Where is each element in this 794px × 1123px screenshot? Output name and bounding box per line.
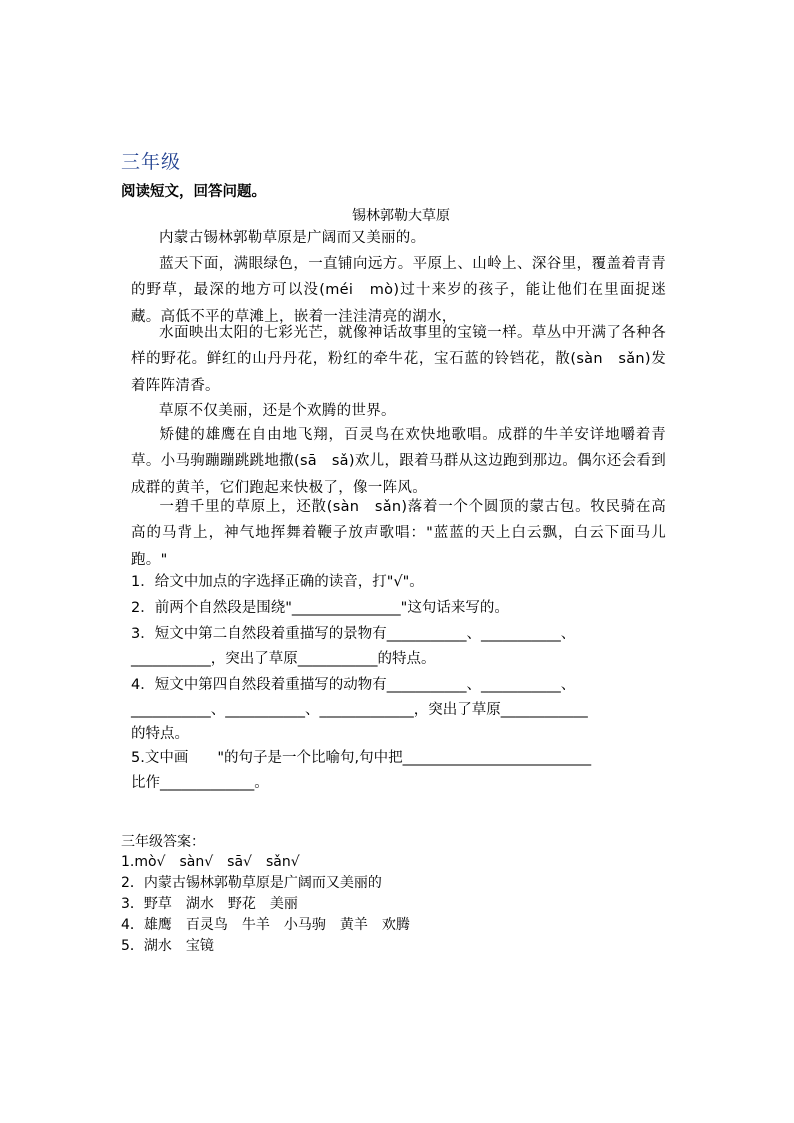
story-title: 锡林郭勒大草原 [352, 208, 450, 224]
answer-2: 2．内蒙古锡林郭勒草原是广阔而又美丽的 [121, 875, 382, 891]
answer-3: 3．野草 湖水 野花 美丽 [121, 896, 298, 912]
question-3-line-2: ___________，突出了草原___________的特点。 [131, 651, 436, 667]
answer-5: 5．湖水 宝镜 [121, 938, 214, 954]
paragraph-3: 水面映出太阳的七彩光芒，就像神话故事里的宝镜一样。草丛中开满了各种各样的野花。鲜红的山丹丹花，粉红的牵牛花，宝石蓝的铃铛花，散(sàn sǎn)发着阵阵清香。 [131, 325, 666, 394]
question-5-line-1: 5.文中画 "的句子是一个比喻句,句中把__________________________ [131, 750, 592, 766]
paragraph-2: 蓝天下面，满眼绿色，一直铺向远方。平原上、山岭上、深谷里，覆盖着青青的野草，最深的地方可以没(méi mò)过十来岁的孩子，能让他们在里面捉迷藏。高低不平的草滩上，嵌着一洼洼清亮的湖水， [131, 256, 666, 325]
question-3-line-1: 3．短文中第二自然段着重描写的景物有___________、___________、 [131, 626, 576, 642]
paragraph-6: 一碧千里的草原上，还散(sàn sǎn)落着一个个圆顶的蒙古包。牧民骑在高高的马背上，神气地挥舞着鞭子放声歌唱："蓝蓝的天上白云飘，白云下面马儿跑。" [131, 499, 666, 568]
paragraph-4: 草原不仅美丽，还是个欢腾的世界。 [159, 403, 396, 419]
answer-1: 1.mò√ sàn√ sā√ sǎn√ [121, 854, 300, 870]
answers-heading: 三年级答案： [121, 834, 205, 850]
grade-heading: 三年级 [121, 151, 182, 173]
question-4-line-3: 的特点。 [131, 726, 189, 742]
paragraph-1: 内蒙古锡林郭勒草原是广阔而又美丽的。 [159, 230, 426, 246]
question-2: 2．前两个自然段是围绕"_______________"这句话来写的。 [131, 600, 509, 616]
answer-4: 4．雄鹰 百灵鸟 牛羊 小马驹 黄羊 欢腾 [121, 917, 410, 933]
question-5-line-2: 比作_____________。 [131, 775, 269, 791]
question-4-line-1: 4．短文中第四自然段着重描写的动物有___________、___________、 [131, 677, 576, 693]
paragraph-5: 矫健的雄鹰在自由地飞翔，百灵鸟在欢快地歌唱。成群的牛羊安详地嚼着青草。小马驹蹦蹦跳跳地撒(sā sǎ)欢儿，跟着马群从这边跑到那边。偶尔还会看到成群的黄羊，它们跑起来快极了，像一阵风。 [131, 427, 666, 496]
question-1: 1．给文中加点的字选择正确的读音，打"√"。 [131, 574, 424, 590]
instruction-text: 阅读短文，回答问题。 [121, 183, 266, 200]
question-4-line-2: ___________、___________、_____________，突出了草原____________ [131, 702, 588, 718]
